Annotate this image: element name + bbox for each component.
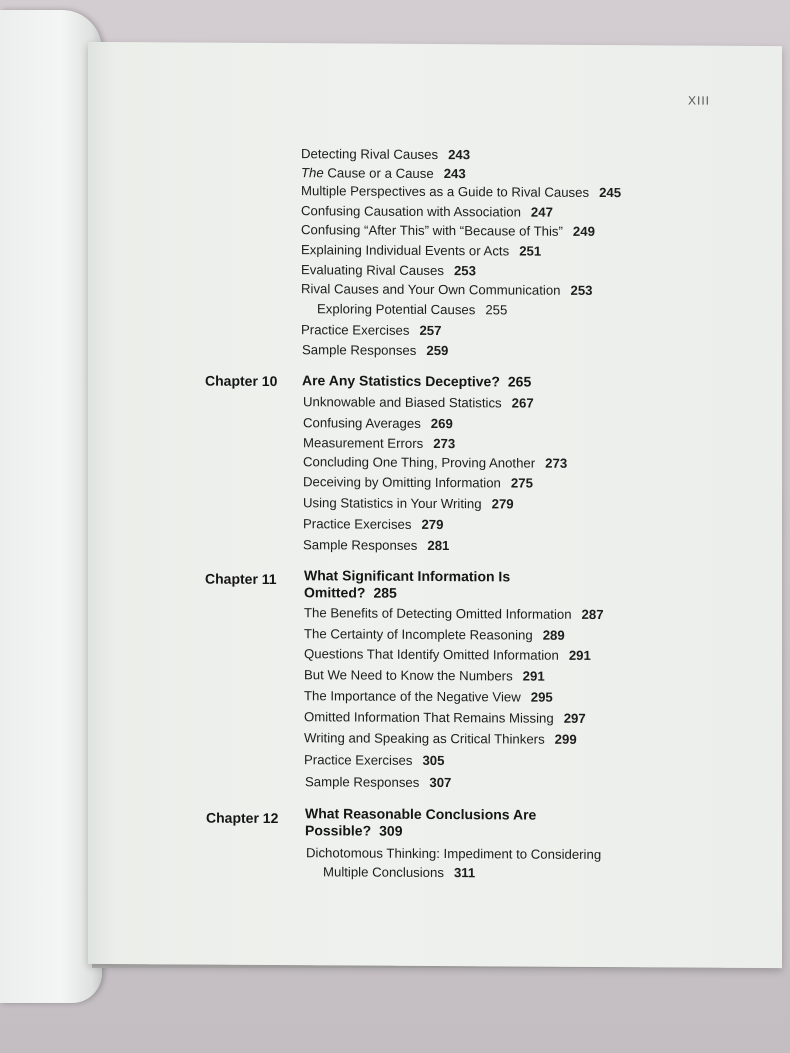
entry-title: Explaining Individual Events or Acts bbox=[301, 242, 510, 259]
toc-entry bbox=[304, 626, 565, 643]
entry-title: Confusing Averages bbox=[303, 415, 421, 431]
entry-title: Sample Responses bbox=[305, 774, 420, 790]
entry-title: Cause or a Cause bbox=[323, 165, 434, 181]
toc-entry bbox=[303, 415, 453, 431]
toc-entry bbox=[302, 342, 448, 358]
entry-title: Measurement Errors bbox=[303, 435, 424, 451]
entry-title: Concluding One Thing, Proving Another bbox=[303, 454, 536, 471]
entry-page: 249 bbox=[572, 223, 595, 239]
entry-page: 287 bbox=[581, 606, 604, 623]
entry-page: 291 bbox=[522, 668, 545, 684]
entry-page: 289 bbox=[542, 627, 565, 643]
entry-page: 253 bbox=[453, 263, 476, 279]
toc-entry bbox=[303, 537, 449, 553]
toc-entry bbox=[304, 605, 604, 622]
entry-page: 311 bbox=[453, 865, 476, 881]
entry-title: Deceiving by Omitting Information bbox=[303, 474, 501, 491]
entry-title: Writing and Speaking as Critical Thinkers bbox=[304, 730, 545, 747]
entry-title: Practice Exercises bbox=[304, 752, 413, 768]
entry-page: 279 bbox=[491, 496, 514, 512]
toc-entry bbox=[306, 843, 601, 883]
toc-entry bbox=[303, 495, 514, 511]
entry-title: Multiple Perspectives as a Guide to Rival Causes bbox=[301, 183, 590, 200]
toc-entry bbox=[301, 222, 595, 239]
entry-title: Using Statistics in Your Writing bbox=[303, 495, 482, 512]
entry-page: 251 bbox=[519, 243, 542, 259]
entry-page: 257 bbox=[419, 322, 442, 339]
toc-entry bbox=[303, 435, 455, 451]
entry-page: 259 bbox=[426, 342, 449, 359]
entry-page: 281 bbox=[427, 537, 450, 554]
chapter-page: 309 bbox=[379, 822, 403, 839]
entry-title: Sample Responses bbox=[302, 342, 417, 358]
entry-page: 267 bbox=[511, 395, 534, 411]
entry-page: 245 bbox=[599, 185, 622, 201]
chapter-label: Chapter 12 bbox=[206, 809, 279, 827]
entry-page: 275 bbox=[510, 475, 533, 491]
entry-title: Rival Causes and Your Own Communication bbox=[301, 281, 561, 298]
entry-page: 273 bbox=[433, 435, 456, 452]
entry-page: 247 bbox=[530, 204, 553, 220]
toc-entry bbox=[301, 242, 541, 258]
entry-title: Sample Responses bbox=[303, 537, 418, 553]
entry-page: 305 bbox=[422, 752, 445, 769]
toc-entry-indented bbox=[317, 301, 507, 317]
entry-title: Confusing Causation with Association bbox=[301, 203, 521, 220]
toc-entry bbox=[303, 454, 567, 471]
entry-page: 297 bbox=[563, 710, 586, 726]
entry-page: 295 bbox=[530, 689, 553, 705]
toc-entry bbox=[304, 646, 591, 663]
toc-entry bbox=[304, 688, 553, 705]
entry-title: Omitted Information That Remains Missing bbox=[304, 709, 554, 726]
entry-title: The Importance of the Negative View bbox=[304, 688, 521, 705]
entry-title: Confusing “After This” with “Because of This” bbox=[301, 222, 563, 239]
book-page bbox=[88, 42, 782, 968]
toc-entry bbox=[303, 474, 533, 490]
toc-entry bbox=[303, 394, 534, 410]
entry-page: 279 bbox=[421, 516, 444, 533]
toc-entry bbox=[305, 774, 451, 790]
toc-entry bbox=[301, 322, 441, 338]
entry-title: Dichotomous Thinking: Impediment to Considering bbox=[306, 845, 602, 863]
toc-entry bbox=[301, 183, 621, 200]
entry-title: Questions That Identify Omitted Information bbox=[304, 646, 559, 663]
entry-title: Practice Exercises bbox=[301, 322, 410, 338]
toc-entry bbox=[304, 730, 577, 747]
entry-title: But We Need to Know the Numbers bbox=[304, 667, 513, 684]
toc-entry bbox=[304, 752, 444, 768]
entry-page: 269 bbox=[430, 415, 453, 432]
chapter-title: What Reasonable Conclusions Are Possible? 309 bbox=[305, 805, 537, 839]
entry-title: Practice Exercises bbox=[303, 516, 412, 532]
toc-entry bbox=[303, 516, 443, 532]
toc-entry bbox=[301, 146, 470, 162]
entry-page: 273 bbox=[545, 455, 568, 471]
entry-title: The Certainty of Incomplete Reasoning bbox=[304, 626, 533, 643]
entry-title-line2: Multiple Conclusions bbox=[323, 864, 444, 881]
chapter-title: Are Any Statistics Deceptive? 265 bbox=[302, 372, 532, 390]
toc-entry bbox=[304, 709, 586, 726]
chapter-label: Chapter 10 bbox=[205, 372, 278, 390]
chapter-label: Chapter 11 bbox=[205, 570, 277, 588]
entry-page: 255 bbox=[485, 302, 508, 318]
entry-title: Evaluating Rival Causes bbox=[301, 262, 444, 279]
entry-page: 243 bbox=[448, 147, 471, 163]
toc-entry bbox=[304, 667, 545, 683]
page-number: XIII bbox=[687, 93, 710, 108]
toc-entry bbox=[301, 165, 466, 181]
toc-entry bbox=[301, 262, 476, 278]
entry-page: 253 bbox=[570, 282, 593, 298]
left-page-edge bbox=[0, 10, 102, 1003]
toc-entry bbox=[301, 281, 593, 298]
entry-page: 291 bbox=[568, 647, 591, 663]
toc-entry bbox=[301, 203, 553, 220]
chapter-page: 285 bbox=[373, 584, 397, 601]
entry-title-italic: The bbox=[301, 165, 324, 181]
entry-title: Exploring Potential Causes bbox=[317, 301, 476, 318]
entry-title: The Benefits of Detecting Omitted Information bbox=[304, 605, 572, 622]
chapter-page: 265 bbox=[507, 373, 532, 390]
chapter-title: What Significant Information Is Omitted? 285 bbox=[304, 567, 511, 601]
entry-page: 243 bbox=[443, 166, 466, 182]
entry-page: 299 bbox=[554, 731, 577, 747]
entry-page: 307 bbox=[429, 774, 452, 791]
entry-title: Detecting Rival Causes bbox=[301, 146, 439, 163]
entry-title: Unknowable and Biased Statistics bbox=[303, 394, 502, 411]
